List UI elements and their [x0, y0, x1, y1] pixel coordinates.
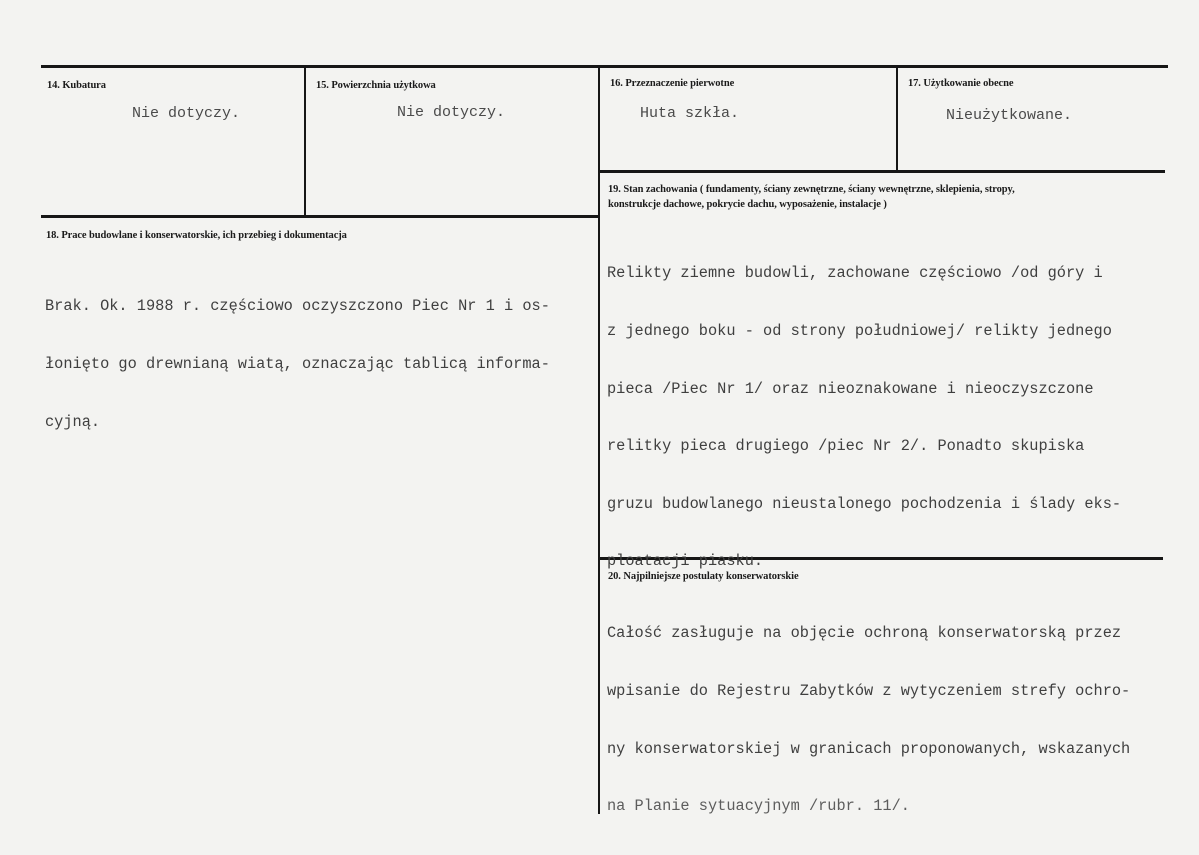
- field-19-line: ploatacji piasku.: [607, 552, 764, 571]
- field-14-label: 14. Kubatura: [47, 80, 106, 91]
- divider-14-15: [304, 66, 306, 217]
- field-19-label-line1: 19. Stan zachowania ( fundamenty, ściany zewnętrzne, ściany wewnętrzne, sklepienia, stropy,: [608, 184, 1015, 195]
- field-17-value: Nieużytkowane.: [946, 107, 1073, 124]
- field-20-line: ny konserwatorskiej w granicach proponowanych, wskazanych: [607, 739, 1131, 758]
- field-20-line: na Planie sytuacyjnym /rubr. 11/.: [607, 797, 910, 816]
- field-15-label: 15. Powierzchnia użytkowa: [316, 80, 436, 91]
- field-18-line: łonięto go drewnianą wiatą, oznaczając tablicą informa-: [45, 355, 550, 374]
- field-18-text: [45, 259, 550, 470]
- field-19-line: z jednego boku - od strony południowej/ relikty jednego: [607, 322, 1112, 341]
- field-20-text: [607, 586, 1130, 855]
- divider-16-17: [896, 66, 898, 170]
- field-20-line: wpisanie do Rejestru Zabytków z wytyczeniem strefy ochro-: [607, 682, 1131, 701]
- field-14-value: Nie dotyczy.: [132, 105, 241, 122]
- field-16-value: Huta szkła.: [640, 105, 740, 122]
- field-19-line: pieca /Piec Nr 1/ oraz nieoznakowane i nieoczyszczone: [607, 379, 1094, 398]
- field-19-label-line2: konstrukcje dachowe, pokrycie dachu, wyposażenie, instalacje ): [608, 199, 887, 210]
- row-divider-right: [599, 170, 1165, 173]
- field-18-line: cyjną.: [45, 412, 101, 431]
- field-20-label: 20. Najpilniejsze postulaty konserwatorskie: [608, 571, 799, 582]
- field-19-line: gruzu budowlanego nieustalonego pochodzenia i ślady eks-: [607, 494, 1122, 513]
- field-15-value: Nie dotyczy.: [397, 104, 506, 121]
- divider-center: [598, 66, 600, 814]
- field-19-text: [607, 226, 1121, 610]
- field-17-label: 17. Użytkowanie obecne: [908, 78, 1014, 89]
- field-20-line: Całość zasługuje na objęcie ochroną konserwatorską przez: [607, 624, 1122, 643]
- top-border: [41, 65, 1168, 68]
- field-16-label: 16. Przeznaczenie pierwotne: [610, 78, 735, 89]
- field-19-line: Relikty ziemne budowli, zachowane częściowo /od góry i: [607, 264, 1103, 283]
- field-18-label: 18. Prace budowlane i konserwatorskie, ich przebieg i dokumentacja: [46, 230, 347, 241]
- row-divider-left: [41, 215, 599, 218]
- field-18-line: Brak. Ok. 1988 r. częściowo oczyszczono Piec Nr 1 i os-: [45, 297, 550, 316]
- field-19-line: relitky pieca drugiego /piec Nr 2/. Ponadto skupiska: [607, 437, 1085, 456]
